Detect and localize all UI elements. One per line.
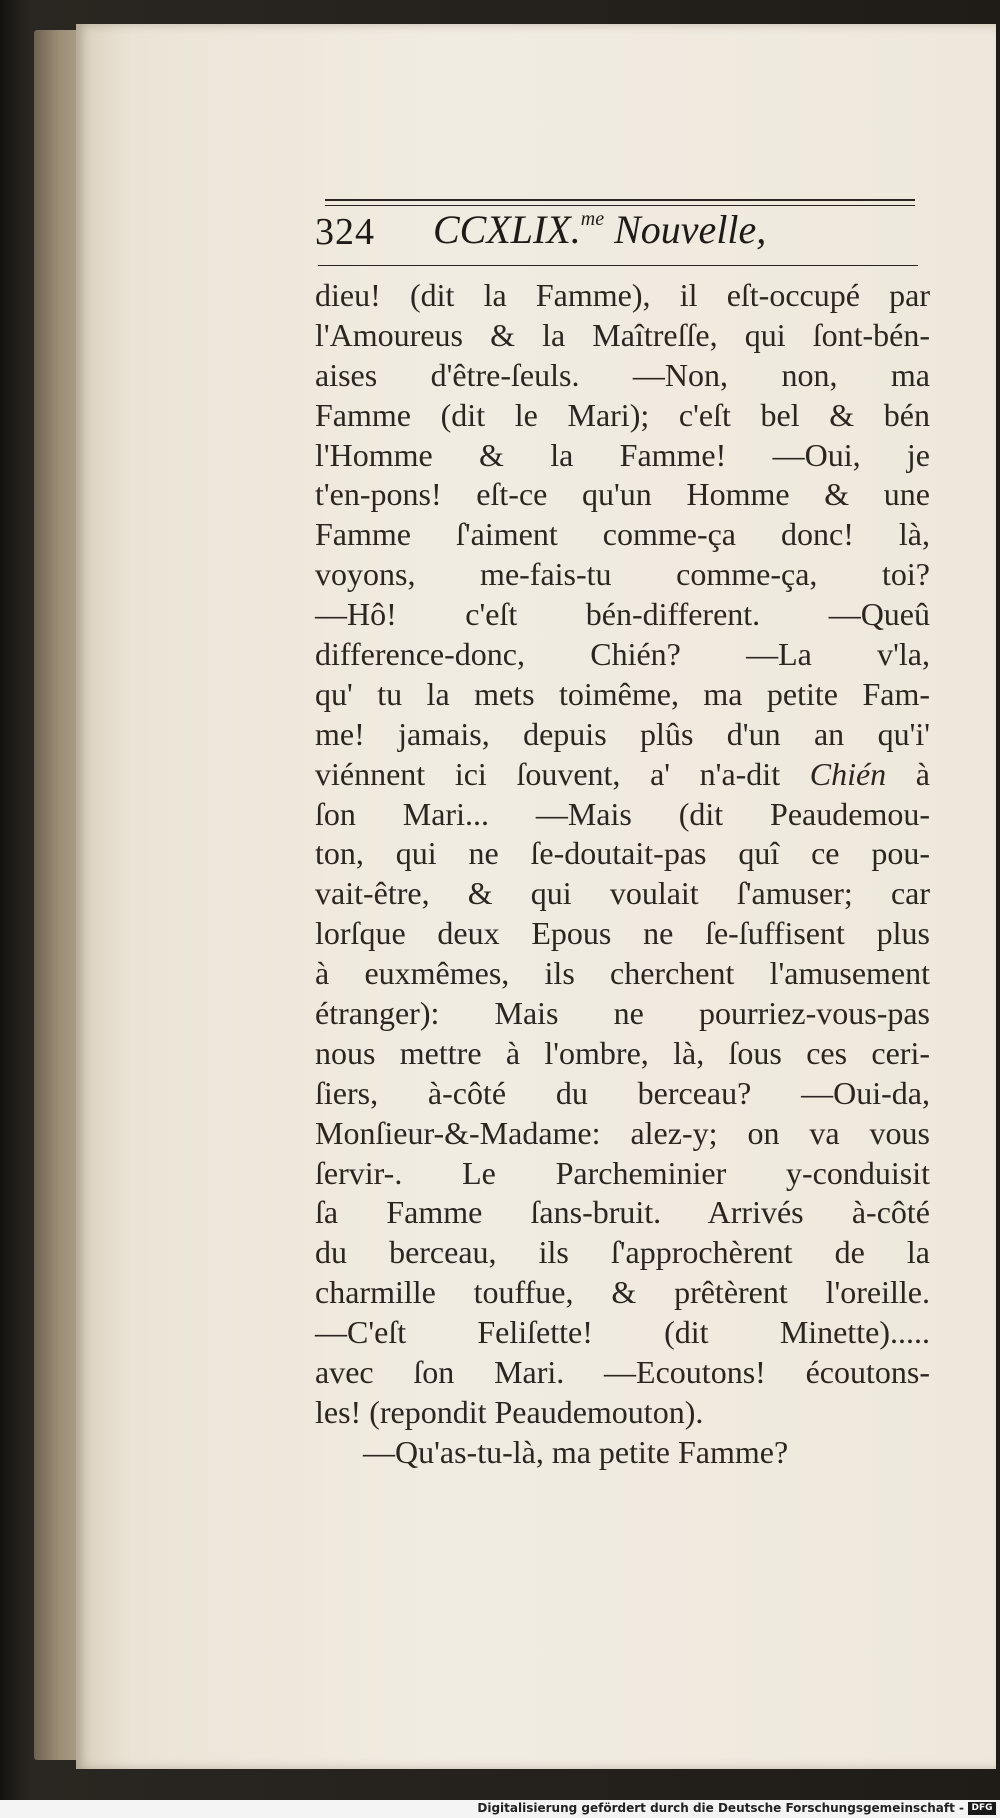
text-line: Famme ſ'aiment comme-ça donc! là, [315,516,930,553]
text-line: étranger): Mais ne pourriez-vous-pas [315,995,930,1032]
text-line: me! jamais, depuis plûs d'un an qu'i' [315,715,930,752]
italic-word: Chién [809,755,887,792]
text-line: nous mettre à l'ombre, là, ſous ces ceri- [315,1034,930,1071]
page-header [315,206,925,262]
text-line: difference-donc, Chién? —La v'la, [315,636,930,673]
text-line: ſa Famme ſans-bruit. Arrivés à-côté [315,1194,930,1231]
text-line [315,755,930,795]
text-line: voyons, me-fais-tu comme-ça, toi? [315,556,930,593]
text-line: charmille touffue, & prêtèrent l'oreille. [315,1274,930,1311]
text-line: l'Amoureus & la Maîtreſſe, qui ſont-bén- [315,316,930,353]
text-line: vait-être, & qui voulait ſ'amuser; car [315,875,930,912]
text-line: —C'eſt Feliſette! (dit Minette)..... [315,1314,930,1351]
text-line: les! (repondit Peaudemouton). [315,1393,704,1430]
text-line: à euxmêmes, ils cherchent l'amusement [315,955,930,992]
text-line: ſiers, à-côté du berceau? —Oui-da, [315,1074,930,1111]
body-text [315,276,930,1473]
text-line-end: à [886,755,931,792]
running-title [433,206,766,253]
funding-notice: Digitalisierung gefördert durch die Deutsche Forschungsgemeinschaft - [477,1801,964,1815]
header-rule-bottom [318,265,918,266]
running-title-superscript: me [580,208,605,230]
text-line: l'Homme & la Famme! —Oui, je [315,436,930,473]
text-line-start: viénnent ici ſouvent, a' n'a-dit [315,755,781,792]
text-line: lorſque deux Epous ne ſe-ſuffisent plus [315,915,930,952]
text-line: ſervir-. Le Parcheminier y-conduisit [315,1154,930,1191]
text-line: Famme (dit le Mari); c'eſt bel & bén [315,396,930,433]
text-line: ſon Mari... —Mais (dit Peaudemou- [315,795,930,832]
text-line: dieu! (dit la Famme), il eſt-occupé par [315,277,930,313]
page-number: 324 [315,211,375,253]
running-title-word: Nouvelle, [604,207,767,252]
text-line: t'en-pons! eſt-ce qu'un Homme & une [315,476,930,513]
text-line: avec ſon Mari. —Ecoutons! écoutons- [315,1354,930,1391]
running-title-numeral: CCXLIX. [433,207,581,252]
text-line: aises d'être-ſeuls. —Non, non, ma [315,356,930,393]
dfg-logo: DFG [968,1802,996,1815]
text-line: Monſieur-&-Madame: alez-y; on va vous [315,1114,930,1151]
text-line: —Hô! c'eſt bén-different. —Queû [315,596,930,633]
header-rule-top [325,199,915,201]
text-line: qu' tu la mets toimême, ma petite Fam- [315,675,930,712]
text-line: ton, qui ne ſe-doutait-pas quî ce pou- [315,835,930,872]
text-line: —Qu'as-tu-là, ma petite Famme? [363,1433,789,1470]
text-line: du berceau, ils ſ'approchèrent de la [315,1234,930,1271]
